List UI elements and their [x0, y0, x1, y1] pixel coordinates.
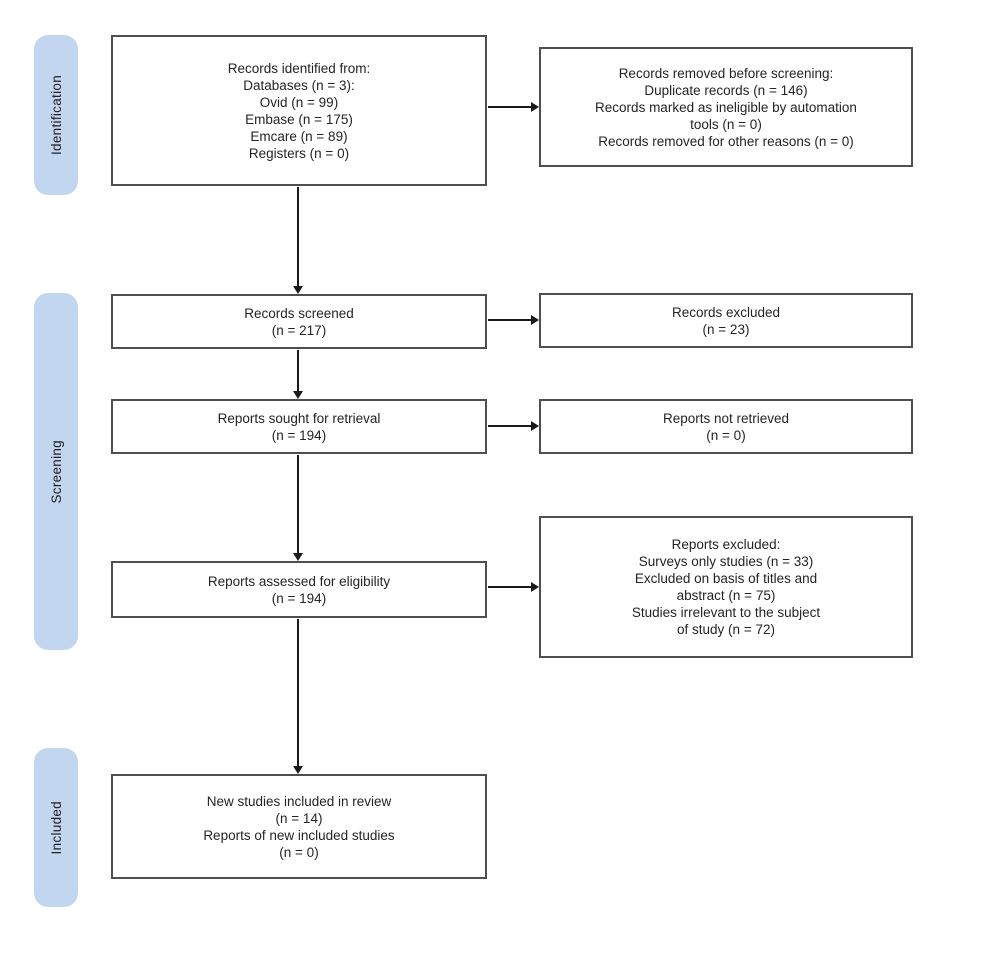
- text-line: of study (n = 72): [677, 622, 775, 637]
- text-line: Ovid (n = 99): [259, 94, 339, 110]
- text-line: Studies irrelevant to the subject: [631, 605, 821, 620]
- stage-label-included: Included: [48, 800, 64, 855]
- text-line: Records identified from:: [227, 60, 371, 76]
- stage-bar-screening: [34, 293, 78, 650]
- text-line: (n = 23): [702, 321, 750, 337]
- text-line: Reports of new included studies: [203, 827, 395, 843]
- arrow-screened-to-sought: [293, 350, 303, 399]
- arrow-identified-to-removed: [488, 102, 539, 112]
- arrow-sought-to-not-retrieved: [488, 421, 539, 431]
- text-line: tools (n = 0): [690, 116, 762, 132]
- box-records-excluded: [539, 293, 913, 348]
- text-line: Records removed before screening:: [618, 65, 834, 81]
- text-line: Databases (n = 3):: [243, 77, 355, 93]
- arrow-assessed-to-included: [293, 619, 303, 774]
- text-line: (n = 0): [279, 844, 319, 860]
- text-line: Records removed for other reasons (n = 0): [598, 133, 854, 149]
- text-line: New studies included in review: [206, 793, 392, 809]
- text-line: Embase (n = 175): [245, 111, 353, 127]
- arrow-identified-to-screened: [293, 187, 303, 294]
- text-line: Surveys only studies (n = 33): [638, 554, 814, 569]
- arrow-assessed-to-reports-excluded: [488, 582, 539, 592]
- box-reports-assessed: [111, 561, 487, 618]
- text-line: Records excluded: [671, 304, 781, 320]
- box-new-studies-included: [111, 774, 487, 879]
- box-records-removed-before-screening: [539, 47, 913, 167]
- box-records-identified: [111, 35, 487, 186]
- box-reports-not-retrieved: [539, 399, 913, 454]
- text-line: Reports assessed for eligibility: [207, 573, 391, 589]
- text-line: Records marked as ineligible by automation: [595, 99, 857, 115]
- text-line: Reports sought for retrieval: [217, 410, 381, 426]
- stage-label-screening: Screening: [48, 439, 64, 504]
- text-line: (n = 194): [271, 590, 327, 606]
- text-line: Excluded on basis of titles and: [634, 571, 818, 586]
- box-records-screened: [111, 294, 487, 349]
- arrow-sought-to-assessed: [293, 455, 303, 561]
- text-line: (n = 14): [275, 810, 323, 826]
- text-line: (n = 194): [271, 427, 327, 443]
- text-line: Duplicate records (n = 146): [644, 82, 808, 98]
- box-reports-sought: [111, 399, 487, 454]
- text-line: (n = 0): [706, 427, 746, 443]
- stage-bar-identification: [34, 35, 78, 195]
- text-line: Records screened: [244, 305, 354, 321]
- arrow-screened-to-excluded: [488, 315, 539, 325]
- text-line: Emcare (n = 89): [250, 128, 348, 144]
- box-reports-excluded: [539, 516, 913, 658]
- text-line: abstract (n = 75): [676, 588, 776, 603]
- stage-label-identification: Identification: [48, 75, 64, 155]
- text-line: Reports not retrieved: [662, 410, 790, 426]
- text-line: (n = 217): [271, 322, 327, 338]
- text-line: Registers (n = 0): [248, 145, 350, 161]
- stage-bar-included: [34, 748, 78, 907]
- text-line: Reports excluded:: [671, 537, 781, 552]
